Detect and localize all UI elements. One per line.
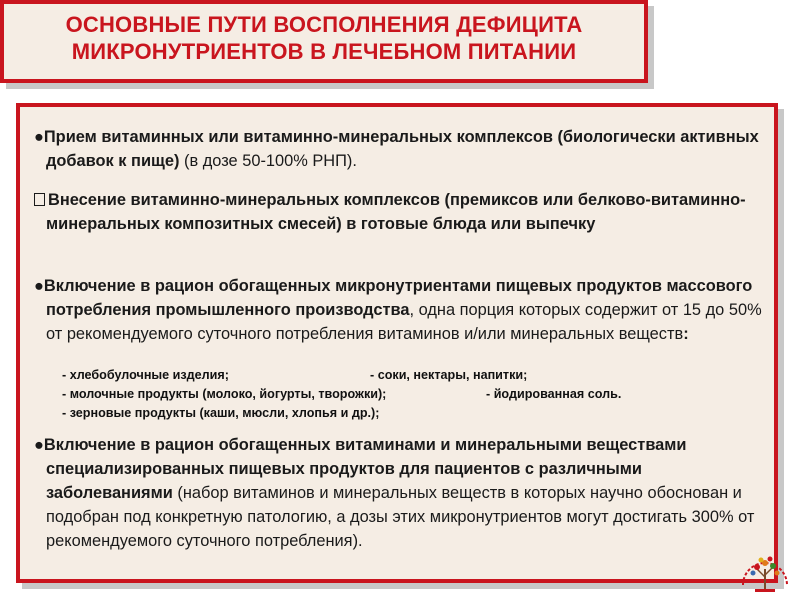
sub-item-juices: - соки, нектары, напитки; [370, 368, 528, 382]
sub-item-bakery: - хлебобулочные изделия; [62, 368, 229, 382]
sub-item-dairy: - молочные продукты (молоко, йогурты, творожки); [62, 387, 387, 401]
list-item-supplements [34, 125, 769, 173]
bullet-icon: ● [34, 277, 44, 295]
sub-item-salt: - йодированная соль. [486, 387, 622, 401]
tree-logo-icon [737, 545, 793, 597]
item1-bold-text: Прием витаминных или витаминно-минеральных комплексов (биологически активных добавок к пище) [43, 128, 759, 170]
square-bullet-icon [34, 193, 45, 206]
item3-colon: : [683, 325, 689, 343]
title-panel [0, 0, 648, 83]
page-title-line-1: ОСНОВНЫЕ ПУТИ ВОСПОЛНЕНИЯ ДЕФИЦИТА [65, 12, 583, 37]
item3-bold-text: Включение в рацион обогащенных микронутриентами пищевых продуктов массового потребления промышленного производства [43, 277, 753, 319]
item3-regular-text: , одна порция которых содержит от 15 до 50% от рекомендуемого суточного потребления витаминов и/или минеральных веществ [46, 301, 762, 343]
page-title-line-2: МИКРОНУТРИЕНТОВ В ЛЕЧЕБНОМ ПИТАНИИ [71, 39, 577, 64]
item4-bold-text: Включение в рацион обогащенных витаминами и минеральными веществами специализированных пищевых продуктов для пациентов с различными заболеваниями [43, 436, 687, 502]
bullet-icon: ● [34, 436, 44, 454]
item2-bold-text: Внесение витаминно-минеральных комплексов (премиксов или белково-витаминно-минеральных композитных смесей) в готовые блюда или выпечку [46, 191, 746, 233]
list-item-premix [34, 188, 769, 236]
item1-regular-text: (в дозе 50-100% РНП). [179, 152, 357, 170]
item4-regular-text: (набор витаминов и минеральных веществ в которых научно обоснован и подобран под конкретную патологию, а дозы этих микронутриентов могут достигать 300% от рекомендуемого суточного потребления). [46, 484, 755, 550]
list-item-fortified-products [34, 274, 769, 346]
sub-item-grains: - зерновые продукты (каши, мюсли, хлопья и др.); [62, 406, 380, 420]
list-item-specialized-products [34, 433, 769, 553]
bullet-icon: ● [34, 128, 44, 146]
content-panel [16, 103, 778, 583]
